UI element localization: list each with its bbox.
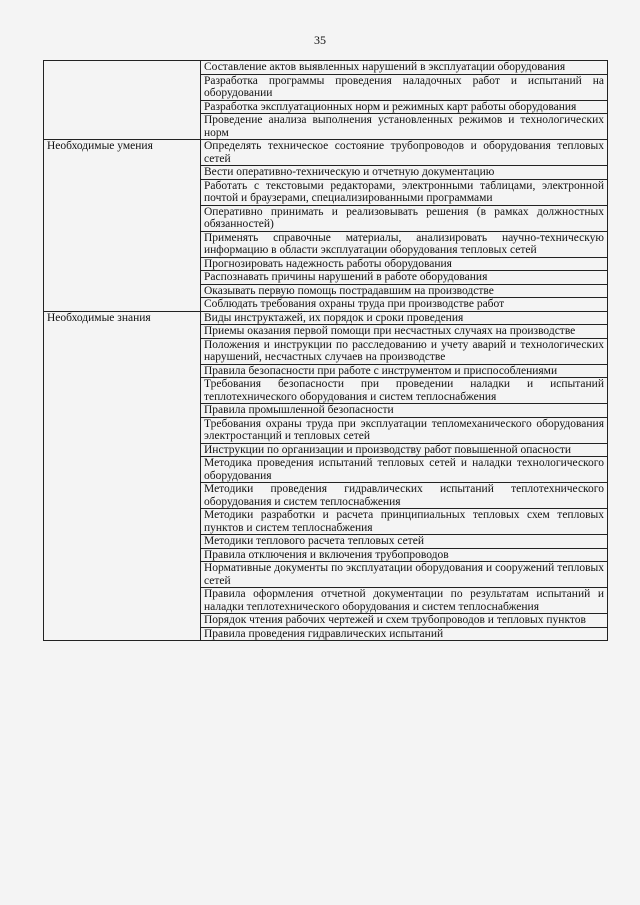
requirement-item: Работать с текстовыми редакторами, электронными таблицами, электронной почтой и браузерами, специализированными программами: [201, 179, 608, 205]
page-number: 35: [314, 33, 326, 47]
requirement-item: Правила проведения гидравлических испытаний: [201, 627, 608, 641]
requirement-item: Правила промышленной безопасности: [201, 404, 608, 418]
section-label: [44, 61, 201, 140]
requirement-item: Разработка программы проведения наладочных работ и испытаний на оборудовании: [201, 74, 608, 100]
requirement-item: Оказывать первую помощь пострадавшим на производстве: [201, 284, 608, 298]
requirement-item: Методика проведения испытаний тепловых сетей и наладки технологического оборудования: [201, 457, 608, 483]
requirement-item: Требования охраны труда при эксплуатации тепломеханического оборудования электростанций и тепловых сетей: [201, 417, 608, 443]
requirement-item: Определять техническое состояние трубопроводов и оборудования тепловых сетей: [201, 140, 608, 166]
requirement-item: Инструкции по организации и производству работ повышенной опасности: [201, 443, 608, 457]
requirement-item: Применять справочные материалы, анализировать научно-техническую информацию в области эксплуатации оборудования тепловых сетей: [201, 231, 608, 257]
requirement-item: Порядок чтения рабочих чертежей и схем трубопроводов и тепловых пунктов: [201, 614, 608, 628]
requirement-item: Разработка эксплуатационных норм и режимных карт работы оборудования: [201, 100, 608, 114]
requirement-item: Нормативные документы по эксплуатации оборудования и сооружений тепловых сетей: [201, 562, 608, 588]
requirements-table: [43, 60, 608, 641]
requirement-item: Требования безопасности при проведении наладки и испытаний теплотехнического оборудования и систем теплоснабжения: [201, 378, 608, 404]
table-row: [44, 61, 608, 75]
requirement-item: Методики разработки и расчета принципиальных тепловых схем тепловых пунктов и систем теплоснабжения: [201, 509, 608, 535]
table-row: [44, 140, 608, 166]
requirement-item: Приемы оказания первой помощи при несчастных случаях на производстве: [201, 325, 608, 339]
requirements-table-body: [44, 61, 608, 641]
requirement-item: Вести оперативно-техническую и отчетную документацию: [201, 166, 608, 180]
requirement-item: Правила отключения и включения трубопроводов: [201, 548, 608, 562]
requirement-item: Оперативно принимать и реализовывать решения (в рамках должностных обязанностей): [201, 205, 608, 231]
requirement-item: Прогнозировать надежность работы оборудования: [201, 257, 608, 271]
requirement-item: Проведение анализа выполнения установленных режимов и технологических норм: [201, 114, 608, 140]
requirement-item: Распознавать причины нарушений в работе оборудования: [201, 271, 608, 285]
requirement-item: Правила безопасности при работе с инструментом и приспособлениями: [201, 364, 608, 378]
requirement-item: Правила оформления отчетной документации по результатам испытаний и наладки теплотехнического оборудования и систем теплоснабжения: [201, 588, 608, 614]
requirement-item: Положения и инструкции по расследованию и учету аварий и технологических нарушений, несчастных случаев на производстве: [201, 338, 608, 364]
section-label: Необходимые умения: [44, 140, 201, 312]
requirement-item: Составление актов выявленных нарушений в эксплуатации оборудования: [201, 61, 608, 75]
requirement-item: Методики теплового расчета тепловых сетей: [201, 535, 608, 549]
table-row: [44, 311, 608, 325]
section-label: Необходимые знания: [44, 311, 201, 641]
requirement-item: Соблюдать требования охраны труда при производстве работ: [201, 298, 608, 312]
requirement-item: Виды инструктажей, их порядок и сроки проведения: [201, 311, 608, 325]
requirement-item: Методики проведения гидравлических испытаний теплотехнического оборудования и систем теплоснабжения: [201, 483, 608, 509]
